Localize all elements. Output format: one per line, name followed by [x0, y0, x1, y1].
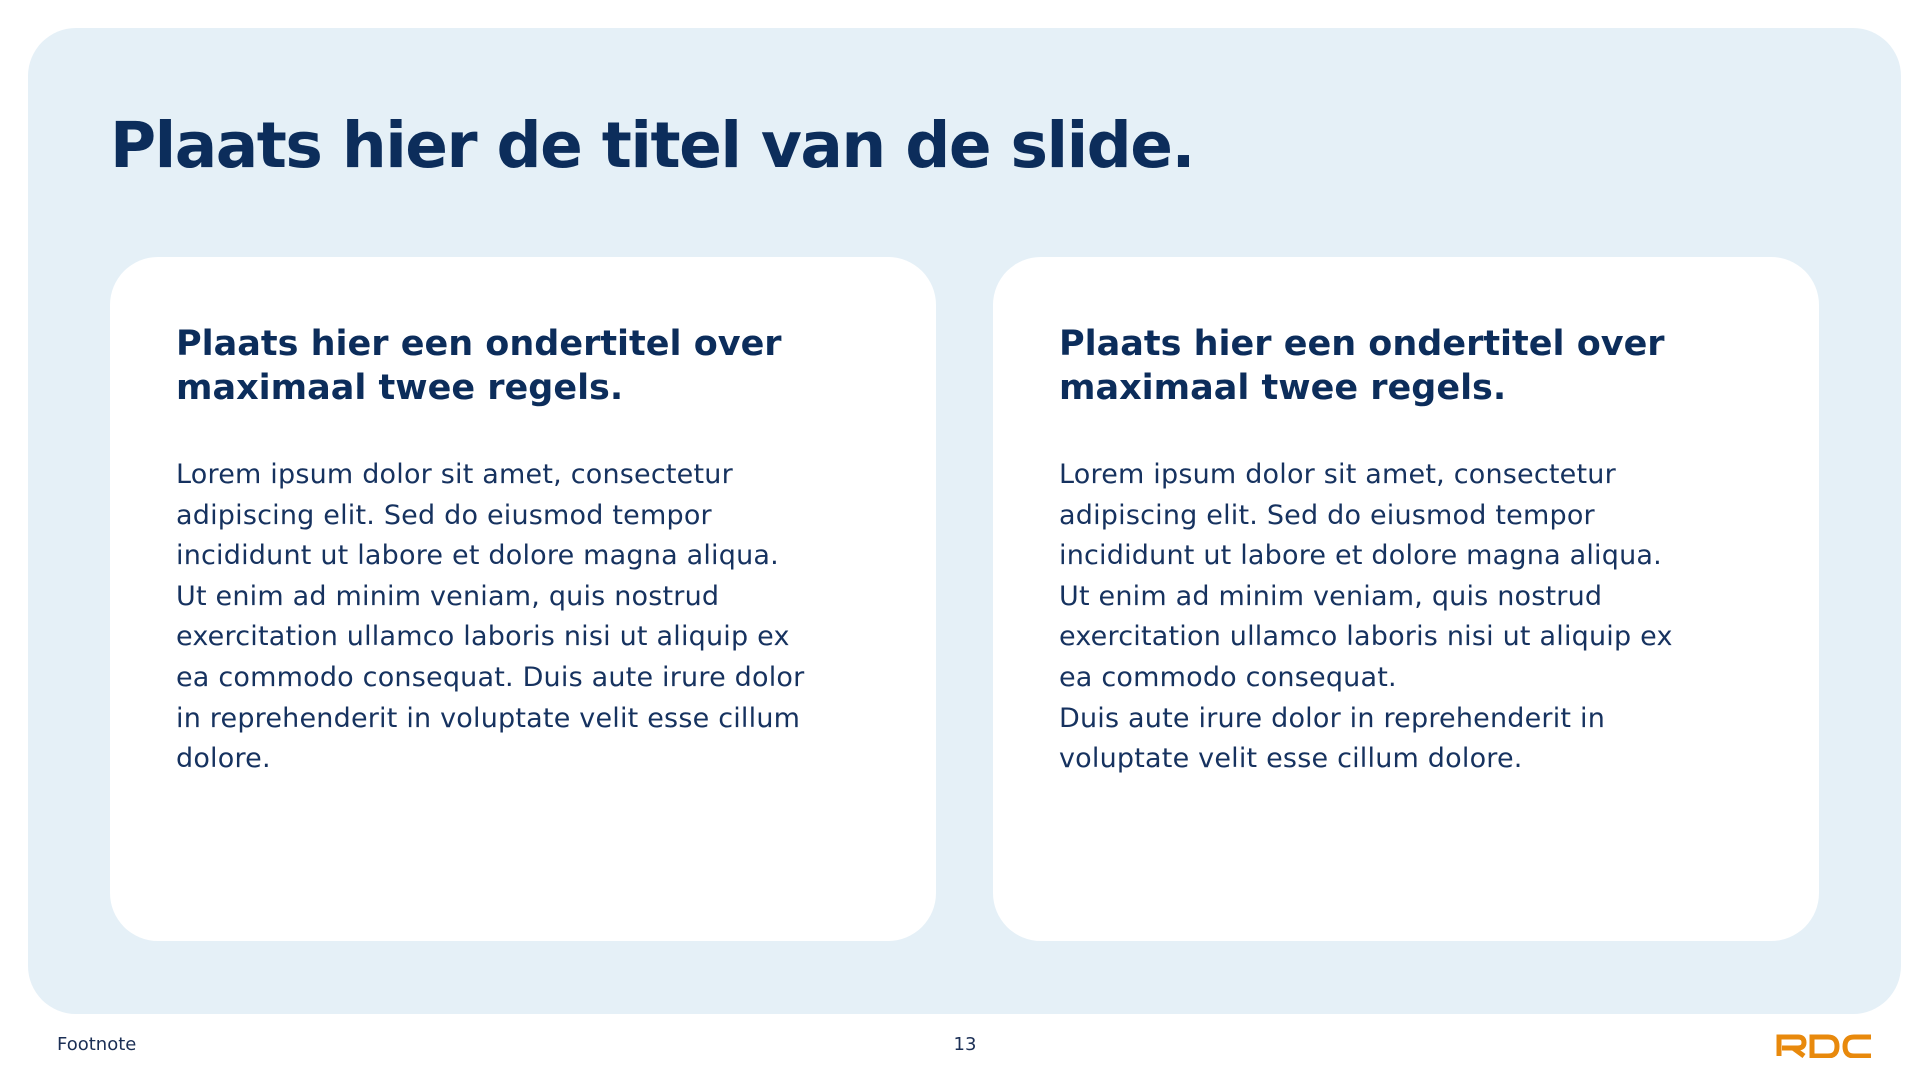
card-subtitle: Plaats hier een ondertitel over maximaal twee regels. [1059, 324, 1665, 408]
card-body-text: Lorem ipsum dolor sit amet, consectetur adipiscing elit. Sed do eiusmod tempor incididunt ut labore et dolore magna aliqua. Ut enim ad minim veniam, quis nostrud exercitation ullamco laboris nisi ut aliquip ex ea commodo consequat. Duis aute irure dolor in reprehenderit in voluptate velit esse cillum dolore. [1059, 459, 1673, 775]
card-subtitle: Plaats hier een ondertitel over maximaal twee regels. [176, 324, 782, 408]
footnote: Footnote [57, 1034, 137, 1055]
rdc-logo [1776, 1034, 1873, 1058]
content-card-right [993, 257, 1819, 941]
page-number: 13 [953, 1034, 977, 1055]
slide-title: Plaats hier de titel van de slide. [110, 109, 1194, 182]
card-body-text: Lorem ipsum dolor sit amet, consectetur adipiscing elit. Sed do eiusmod tempor incididunt ut labore et dolore magna aliqua. Ut enim ad minim veniam, quis nostrud exercitation ullamco laboris nisi ut aliquip ex ea commodo consequat. Duis aute irure dolor in reprehenderit in voluptate velit esse cillum dolore. [176, 459, 805, 775]
content-card-left [110, 257, 936, 941]
